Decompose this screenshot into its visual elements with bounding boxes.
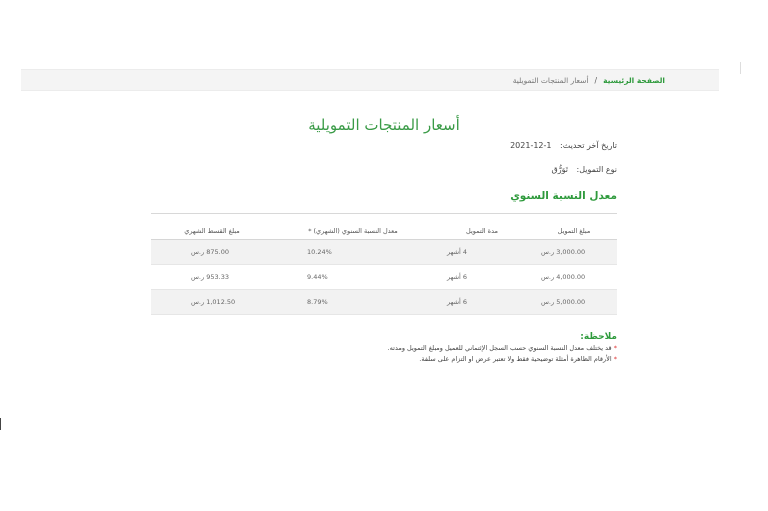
cell-installment: 875.00 ر.س (151, 240, 273, 265)
note-text: الأرقام الظاهرة أمثلة توضيحية فقط ولا تعتبر عرض او التزام على سلفة. (419, 355, 612, 363)
cell-amount: 4,000.00 ر.س (531, 265, 617, 290)
page-title: أسعار المنتجات التمويلية (308, 116, 460, 134)
header-rate: معدل النسبة السنوي (الشهري) * (273, 223, 433, 240)
table-row (151, 265, 617, 290)
table-header-row (151, 223, 617, 240)
last-update-label: تاريخ آخر تحديث: (560, 141, 617, 150)
note-star: * (613, 355, 617, 363)
breadcrumb (21, 69, 719, 91)
finance-type-line (151, 164, 617, 176)
breadcrumb-current: أسعار المنتجات التمويلية (512, 75, 589, 85)
last-update-value: 1-12-2021 (510, 141, 552, 150)
cell-period: 4 أشهر (433, 240, 531, 265)
cell-rate: 10.24% (273, 240, 433, 265)
note-title: ملاحظة: (580, 332, 617, 342)
cell-installment: 1,012.50 ر.س (151, 290, 273, 315)
header-period: مدة التمويل (433, 223, 531, 240)
section-title: معدل النسبة السنوي (510, 190, 617, 202)
note-line (151, 343, 617, 354)
last-update-line (151, 140, 617, 152)
note-line (151, 354, 617, 365)
note-star: * (613, 344, 617, 352)
breadcrumb-separator: / (594, 75, 598, 85)
finance-type-value: تَوَرُّق (551, 165, 568, 174)
finance-type-label: نوع التمويل: (576, 165, 617, 174)
cell-amount: 3,000.00 ر.س (531, 240, 617, 265)
header-amount: مبلغ التمويل (531, 223, 617, 240)
cell-period: 6 أشهر (433, 290, 531, 315)
breadcrumb-home-link[interactable]: الصفحة الرئيسية (603, 75, 665, 85)
table-row (151, 240, 617, 265)
main-content (151, 112, 617, 365)
scrollbar-edge-mark (0, 418, 1, 430)
right-edge-mark (740, 62, 741, 74)
cell-amount: 5,000.00 ر.س (531, 290, 617, 315)
cell-rate: 9.44% (273, 265, 433, 290)
section-divider (151, 213, 617, 214)
header-installment: مبلغ القسط الشهري (151, 223, 273, 240)
cell-period: 6 أشهر (433, 265, 531, 290)
table-row (151, 290, 617, 315)
rates-table (151, 223, 617, 315)
note-text: قد يختلف معدل النسبة السنوي حسب السجل الإئتماني للعميل ومبلغ التمويل ومدته. (387, 344, 612, 352)
cell-rate: 8.79% (273, 290, 433, 315)
cell-installment: 953.33 ر.س (151, 265, 273, 290)
